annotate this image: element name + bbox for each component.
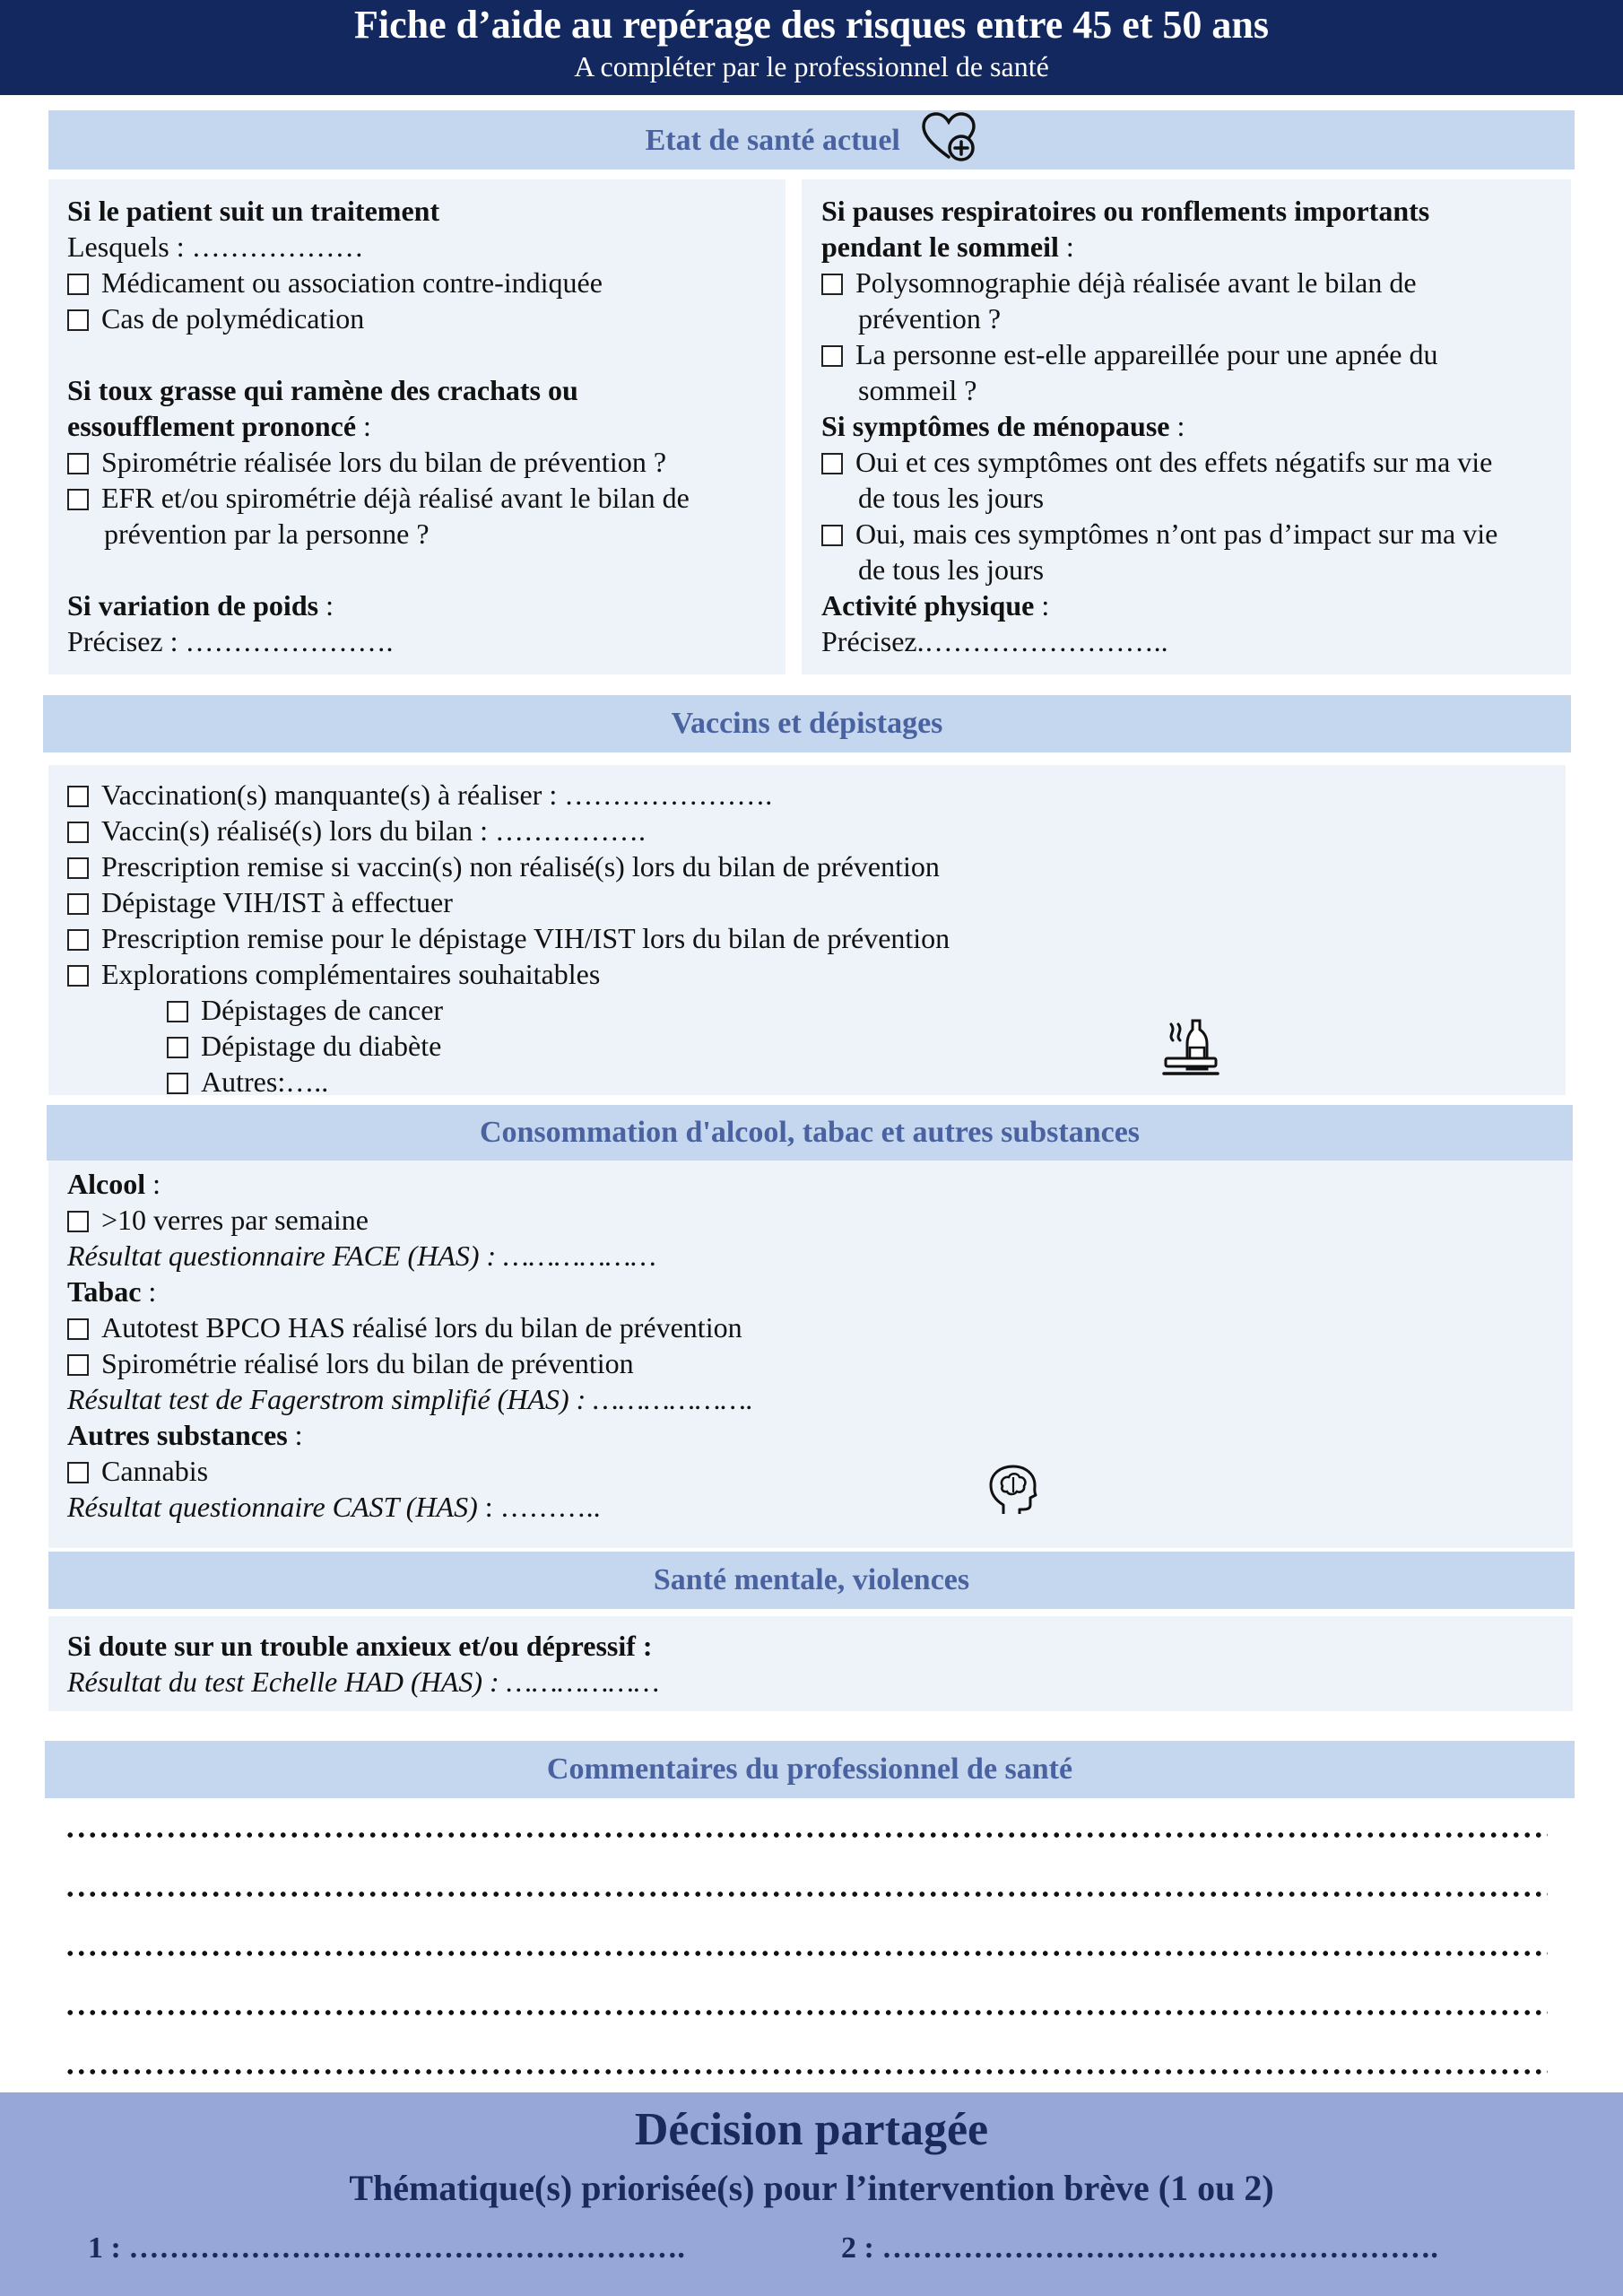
checkbox[interactable] [167, 1073, 188, 1094]
doute-heading: Si doute sur un trouble anxieux et/ou dépressif : [67, 1630, 653, 1662]
checkbox[interactable] [821, 525, 843, 546]
section-title-consommation: Consommation d'alcool, tabac et autres substances [479, 1116, 1141, 1149]
option-label: Explorations complémentaires souhaitables [101, 958, 601, 990]
option-label: Spirométrie réalisé lors du bilan de prévention [101, 1347, 634, 1379]
efr-option[interactable] [67, 480, 690, 516]
comment-line[interactable] [65, 1951, 1548, 1956]
alcool-heading [67, 1166, 161, 1202]
colon: : [1034, 589, 1050, 622]
page-subtitle: A compléter par le professionnel de santé [574, 50, 1049, 83]
option-label: Polysomnographie déjà réalisée avant le bilan de [855, 266, 1417, 299]
checkbox[interactable] [821, 274, 843, 295]
option-label: Dépistage VIH/IST à effectuer [101, 886, 453, 918]
depistage-vih-option[interactable] [67, 884, 453, 920]
colon: : [145, 1168, 161, 1200]
poids-heading-bold: Si variation de poids [67, 589, 319, 622]
checkbox[interactable] [67, 489, 89, 510]
checkbox[interactable] [67, 893, 89, 915]
section-band-commentaires [45, 1741, 1575, 1798]
appareillee-option[interactable] [821, 336, 1437, 372]
explorations-option[interactable] [67, 956, 600, 992]
section-title-commentaires: Commentaires du professionnel de santé [546, 1752, 1073, 1786]
appareillee-line2: sommeil ? [858, 374, 977, 406]
option-label: Autotest BPCO HAS réalisé lors du bilan de prévention [101, 1311, 742, 1344]
option-label: Cas de polymédication [101, 302, 365, 335]
checkbox[interactable] [821, 345, 843, 367]
pauses-heading-line2 [821, 229, 1074, 265]
option-label: Vaccin(s) réalisé(s) lors du bilan : ……………. [101, 814, 646, 847]
checkbox[interactable] [821, 453, 843, 474]
decision-section [0, 2092, 1623, 2296]
checkbox[interactable] [67, 786, 89, 807]
option-label: Spirométrie réalisée lors du bilan de prévention ? [101, 446, 667, 478]
option-label: Dépistage du diabète [201, 1030, 442, 1062]
menopause-negatif-line2: de tous les jours [858, 482, 1045, 514]
colon: : [1058, 230, 1074, 263]
tabac-heading [67, 1274, 156, 1309]
menopause-heading-bold: Si symptômes de ménopause [821, 410, 1170, 442]
fagerstrom-result-field[interactable]: Résultat test de Fagerstrom simplifié (HAS) : ………………. [67, 1383, 753, 1415]
option-label: La personne est-elle appareillée pour une apnée du [855, 338, 1438, 370]
lesquels-field[interactable]: Lesquels : ……………… [67, 230, 364, 263]
section-title-etat: Etat de santé actuel [645, 124, 900, 157]
decision-subtitle: Thématique(s) priorisée(s) pour l’intervention brève (1 ou 2) [349, 2168, 1274, 2208]
spirometrie-option[interactable] [67, 444, 666, 480]
option-label: Vaccination(s) manquante(s) à réaliser : …………………. [101, 778, 773, 811]
activite-heading-bold: Activité physique [821, 589, 1035, 622]
checkbox[interactable] [67, 929, 89, 951]
comment-line[interactable] [65, 1832, 1548, 1838]
decision-field-1[interactable]: 1 : ………………………………………………. [88, 2231, 685, 2265]
option-label: Oui et ces symptômes ont des effets négatifs sur ma vie [855, 446, 1493, 478]
activite-heading [821, 587, 1049, 623]
menopause-sans-impact-line2: de tous les jours [858, 553, 1045, 586]
checkbox[interactable] [67, 274, 89, 295]
checkbox[interactable] [67, 309, 89, 331]
autres-substances-bold: Autres substances [67, 1419, 288, 1451]
section-title-vaccins: Vaccins et dépistages [671, 707, 943, 740]
activite-precisez-field[interactable]: Précisez.…………………….. [821, 625, 1168, 657]
substances-icon [1162, 1017, 1219, 1080]
option-label: Cannabis [101, 1455, 209, 1487]
prescription-vaccin-option[interactable] [67, 848, 940, 884]
autres-option[interactable] [167, 1064, 328, 1100]
checkbox[interactable] [167, 1037, 188, 1058]
option-label: Prescription remise si vaccin(s) non réalisé(s) lors du bilan de prévention [101, 850, 940, 883]
comment-line[interactable] [65, 2010, 1548, 2015]
autres-substances-heading [67, 1417, 303, 1453]
colon: : [318, 589, 334, 622]
checkbox[interactable] [67, 857, 89, 879]
depistage-cancer-option[interactable] [167, 992, 443, 1028]
polymedication-option[interactable] [67, 300, 364, 336]
pauses-heading-bold: pendant le sommeil [821, 230, 1059, 263]
autotest-bpco-option[interactable] [67, 1309, 742, 1345]
cast-result-field[interactable] [67, 1489, 601, 1525]
checkbox[interactable] [67, 1354, 89, 1376]
checkbox[interactable] [67, 1318, 89, 1340]
comment-line[interactable] [65, 2069, 1548, 2074]
pauses-heading-line1: Si pauses respiratoires ou ronflements importants [821, 195, 1430, 227]
checkbox[interactable] [67, 965, 89, 987]
traitement-heading: Si le patient suit un traitement [67, 195, 440, 227]
checkbox[interactable] [67, 1462, 89, 1483]
checkbox[interactable] [67, 822, 89, 843]
section-band-mental [48, 1552, 1575, 1609]
cast-label: Résultat questionnaire CAST (HAS) [67, 1491, 478, 1523]
cast-dots: : ……….. [477, 1491, 601, 1523]
section-title-mental: Santé mentale, violences [653, 1563, 970, 1596]
depistage-diabete-option[interactable] [167, 1028, 441, 1064]
section-band-etat [48, 110, 1575, 170]
checkbox[interactable] [67, 1211, 89, 1232]
menopause-negatif-option[interactable] [821, 444, 1492, 480]
comment-line[interactable] [65, 1892, 1548, 1897]
efr-option-line2: prévention par la personne ? [104, 517, 430, 550]
face-result-field[interactable]: Résultat questionnaire FACE (HAS) : ……………… [67, 1239, 656, 1272]
toux-heading-bold: essoufflement prononcé [67, 410, 357, 442]
vaccination-manquante-option[interactable] [67, 777, 772, 813]
verres-option[interactable] [67, 1202, 369, 1238]
colon: : [1169, 410, 1185, 442]
colon: : [356, 410, 371, 442]
page-title: Fiche d’aide au repérage des risques entre 45 et 50 ans [353, 3, 1270, 47]
alcool-heading-bold: Alcool [67, 1168, 146, 1200]
checkbox[interactable] [67, 453, 89, 474]
menopause-sans-impact-option[interactable] [821, 516, 1497, 552]
toux-heading-line1: Si toux grasse qui ramène des crachats ou [67, 374, 578, 406]
brain-head-icon [987, 1464, 1039, 1518]
menopause-heading [821, 408, 1185, 444]
option-label: Médicament ou association contre-indiquée [101, 266, 603, 299]
tabac-heading-bold: Tabac [67, 1275, 142, 1308]
had-result-field[interactable]: Résultat du test Echelle HAD (HAS) : ……………… [67, 1665, 660, 1698]
decision-field-2[interactable]: 2 : ………………………………………………. [841, 2231, 1438, 2265]
colon: : [287, 1419, 303, 1451]
section-band-vaccins [43, 695, 1571, 752]
option-label: Prescription remise pour le dépistage VIH/IST lors du bilan de prévention [101, 922, 950, 954]
checkbox[interactable] [167, 1001, 188, 1022]
poids-precisez-field[interactable]: Précisez : …………………. [67, 625, 394, 657]
cannabis-option[interactable] [67, 1453, 208, 1489]
prescription-vih-option[interactable] [67, 920, 950, 956]
page-header [0, 0, 1623, 95]
decision-title: Décision partagée [634, 2104, 989, 2155]
option-label: Dépistages de cancer [201, 994, 444, 1026]
colon: : [141, 1275, 157, 1308]
spirometrie-tabac-option[interactable] [67, 1345, 634, 1381]
polysomnographie-line2: prévention ? [858, 302, 1002, 335]
polysomnographie-option[interactable] [821, 265, 1417, 300]
option-label: >10 verres par semaine [101, 1204, 369, 1236]
toux-heading-line2 [67, 408, 371, 444]
med-contre-indiquee-option[interactable] [67, 265, 603, 300]
option-label: Autres:….. [201, 1065, 329, 1098]
poids-heading [67, 587, 334, 623]
option-label: EFR et/ou spirométrie déjà réalisé avant le bilan de [101, 482, 690, 514]
option-label: Oui, mais ces symptômes n’ont pas d’impact sur ma vie [855, 517, 1498, 550]
section-band-consommation [47, 1105, 1573, 1161]
vaccin-realise-option[interactable] [67, 813, 646, 848]
heart-plus-icon [920, 110, 977, 164]
